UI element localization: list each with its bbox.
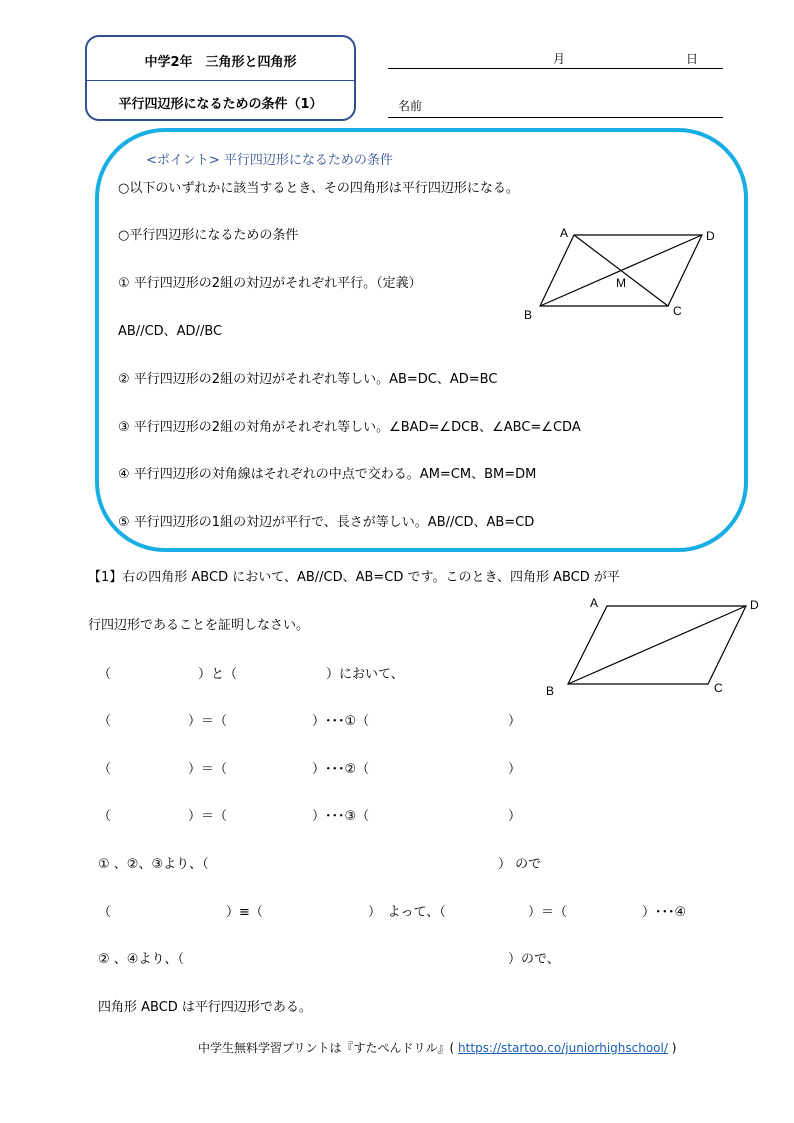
vertex-label-b: B: [524, 308, 533, 322]
grade-topic: 中学2年 三角形と四角形: [144, 55, 297, 70]
problem-statement-line2: 行四辺形であることを証明しなさい。: [88, 618, 310, 633]
proof-text: ② 、④より、（: [98, 952, 184, 967]
blank-connector[interactable]: ）＝（: [528, 905, 568, 920]
title-box: [85, 35, 356, 121]
blank-connector[interactable]: ）･･･①（: [312, 714, 370, 729]
point-intro: ○以下のいずれかに該当するとき、その四角形は平行四辺形になる。: [118, 181, 519, 196]
footer: [198, 1039, 676, 1056]
bracket-open: （: [98, 714, 112, 729]
date-field-line[interactable]: [388, 68, 723, 69]
vertex-label-b: B: [546, 684, 555, 698]
condition-3: [118, 416, 581, 435]
condition-text: 平行四辺形の1組の対辺が平行で、長さが等しい。AB//CD、AB=CD: [133, 515, 535, 530]
condition-5: [118, 511, 534, 530]
name-label: 名前: [398, 99, 423, 113]
condition-text: 平行四辺形の2組の対角がそれぞれ等しい。∠BAD=∠DCB、∠ABC=∠CDA: [133, 420, 581, 435]
condition-number: ②: [118, 372, 130, 387]
problem-statement-line1: 【1】右の四角形 ABCD において、AB//CD、AB=CD です。このとき、四角形 ABCD が平: [88, 570, 620, 585]
bracket-close[interactable]: ）: [508, 762, 522, 777]
title-divider: [87, 80, 354, 81]
worksheet-title: 平行四辺形になるための条件（1）: [118, 97, 323, 112]
blank-connector[interactable]: ）･･･③（: [312, 809, 370, 824]
condition-text: 平行四辺形の対角線はそれぞれの中点で交わる。AM=CM、BM=DM: [133, 467, 537, 482]
day-label: 日: [686, 52, 699, 66]
bracket-close[interactable]: ）: [508, 809, 522, 824]
blank-connector[interactable]: ） よって、（: [368, 905, 446, 920]
bracket-close[interactable]: ）: [508, 714, 522, 729]
blank-connector[interactable]: ）≡（: [226, 905, 263, 920]
condition-number: ①: [118, 276, 130, 291]
condition-text: AB//CD、AD//BC: [118, 324, 223, 339]
point-title: <ポイント> 平行四辺形になるための条件: [146, 153, 393, 168]
bracket-open: （: [98, 667, 112, 682]
blank-connector[interactable]: ）＝（: [188, 714, 228, 729]
blank-connector[interactable]: ）において、: [326, 667, 404, 682]
midpoint-label-m: M: [616, 276, 626, 290]
blank-connector[interactable]: ）ので、: [508, 952, 560, 967]
parallelogram-diagram: [500, 210, 740, 330]
condition-text: 平行四辺形の2組の対辺がそれぞれ平行。（定義）: [133, 276, 422, 291]
blank-connector[interactable]: ）＝（: [188, 809, 228, 824]
quadrilateral-diagram: [540, 585, 780, 700]
vertex-label-a: A: [560, 226, 569, 240]
condition-number: ③: [118, 420, 130, 435]
condition-number: ④: [118, 467, 130, 482]
proof-text: ① 、②、③より、（: [98, 857, 209, 872]
condition-2: [118, 368, 497, 387]
footer-link[interactable]: https://startoo.co/juniorhighschool/: [458, 1041, 668, 1055]
bracket-open: （: [98, 905, 112, 920]
vertex-label-d: D: [706, 229, 715, 243]
condition-number: ⑤: [118, 515, 130, 530]
blank-connector[interactable]: ）･･･②（: [312, 762, 370, 777]
proof-conclusion: 四角形 ABCD は平行四辺形である。: [98, 1000, 312, 1015]
blank-connector[interactable]: ） ので: [498, 857, 542, 872]
blank-connector[interactable]: ）･･･④: [642, 905, 687, 920]
condition-4: [118, 463, 536, 482]
bracket-open: （: [98, 809, 112, 824]
vertex-label-d: D: [750, 598, 759, 612]
condition-1-formula: [118, 320, 222, 339]
vertex-label-c: C: [673, 304, 682, 318]
bracket-open: （: [98, 762, 112, 777]
blank-connector[interactable]: ）＝（: [188, 762, 228, 777]
condition-1: [118, 272, 422, 291]
month-label: 月: [553, 52, 566, 66]
name-field-line[interactable]: [388, 117, 723, 118]
footer-text: 中学生無料学習プリントは『すたぺんドリル』(: [198, 1041, 455, 1055]
footer-close: ): [671, 1041, 677, 1055]
vertex-label-c: C: [714, 681, 723, 695]
vertex-label-a: A: [590, 596, 599, 610]
condition-text: 平行四辺形の2組の対辺がそれぞれ等しい。AB=DC、AD=BC: [133, 372, 498, 387]
conditions-heading: ○平行四辺形になるための条件: [118, 228, 299, 243]
blank-connector[interactable]: ）と（: [198, 667, 238, 682]
